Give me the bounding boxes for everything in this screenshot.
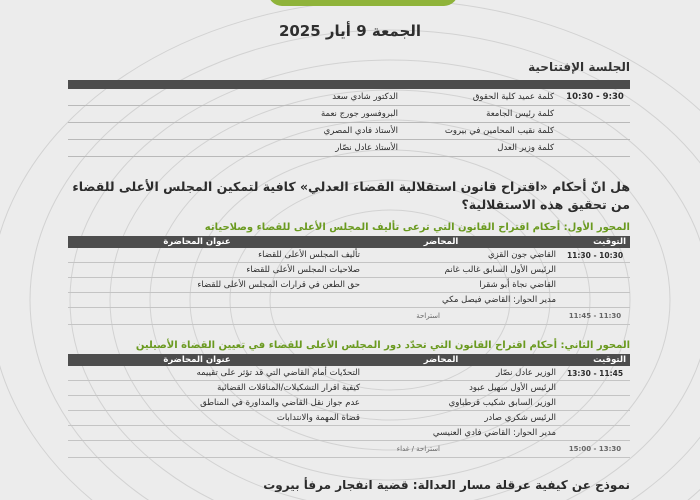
axis-1-title: المحور الأول: أحكام اقتراح القانون التي ترعى تأليف المجلس الأعلى للقضاء وصلاحياته xyxy=(204,222,630,233)
event-date: الجمعة 9 أيار 2025 xyxy=(278,22,422,40)
table-row xyxy=(68,381,630,396)
topic: حق الطعن في قرارات المجلس الأعلى للقضاء xyxy=(197,280,360,290)
topic: صلاحيات المجلس الأعلى للقضاء xyxy=(246,265,360,275)
opening-item: كلمة وزير العدل xyxy=(497,143,554,153)
axis-1-table-header xyxy=(68,236,630,248)
table-row xyxy=(68,426,630,441)
moderator: مدير الحوار: القاضي فادي العنيسي xyxy=(432,428,556,438)
col-time: التوقيت xyxy=(593,237,626,247)
opening-speaker: البروفسور جورج نعمة xyxy=(320,109,398,119)
break-time: 11:30 - 11:45 xyxy=(568,312,622,320)
topic: تأليف المجلس الأعلى للقضاء xyxy=(258,250,360,260)
break-label: استراحة / غداء xyxy=(396,445,440,453)
speaker: الوزير السابق شكيب قرطباوي xyxy=(448,398,556,408)
opening-item: كلمة عميد كلية الحقوق xyxy=(472,92,554,102)
table-row xyxy=(68,396,630,411)
speaker: القاضي جون القزي xyxy=(487,250,556,260)
speaker: الرئيس شكري صادر xyxy=(484,413,556,423)
col-speaker: المحاضر xyxy=(423,237,459,247)
speaker: الوزير عادل نصّار xyxy=(496,368,556,378)
case-study-title: نموذج عن كيفية عرقلة مسار العدالة: قضية انفجار مرفأ بيروت xyxy=(263,478,630,492)
topic: عدم جواز نقل القاضي والمداورة في المناطق xyxy=(200,398,360,408)
col-time: التوقيت xyxy=(593,355,626,365)
opening-row xyxy=(68,106,630,123)
axis-2-table-header xyxy=(68,354,630,366)
axis-2-title: المحور الثاني: أحكام اقتراح القانون التي تحدّد دور المجلس الأعلى للقضاء في تعيين القضاة الأصيلين xyxy=(135,340,630,351)
break-label: استراحة xyxy=(416,312,440,320)
axis-1-section xyxy=(68,222,630,325)
table-row xyxy=(68,263,630,278)
break-row xyxy=(68,308,630,325)
opening-item: كلمة رئيس الجامعة xyxy=(486,109,554,119)
opening-bar xyxy=(68,80,630,89)
axis-2-time: 11:45 - 13:30 xyxy=(566,368,624,378)
speaker: القاضي نجاة أبو شقرا xyxy=(479,280,556,290)
col-topic: عنوان المحاضرة xyxy=(163,355,231,365)
opening-speaker: الدكتور شادي سعد xyxy=(332,92,398,102)
topic: قضاة المهمة والانتدابات xyxy=(276,413,360,423)
opening-speaker: الأستاذ فادي المصري xyxy=(323,126,398,136)
opening-row xyxy=(68,140,630,157)
table-row xyxy=(68,411,630,426)
moderator: مدير الحوار: القاضي فيصل مكي xyxy=(442,295,556,305)
table-row xyxy=(68,366,630,381)
axis-2-section xyxy=(68,340,630,458)
opening-row xyxy=(68,123,630,140)
opening-speaker: الأستاذ عادل نصّار xyxy=(335,143,398,153)
col-speaker: المحاضر xyxy=(423,355,459,365)
break-time: 13:30 - 15:00 xyxy=(568,445,622,453)
opening-title: الجلسة الإفتتاحية xyxy=(528,60,630,74)
opening-session xyxy=(68,60,630,157)
speaker: الرئيس الأول السابق غالب غانم xyxy=(444,265,556,275)
opening-time: 9:30 - 10:30 xyxy=(566,92,624,102)
topic: كيفية اقرار التشكيلات/المناقلات القضائية xyxy=(217,383,360,393)
opening-item: كلمة نقيب المحامين في بيروت xyxy=(444,126,554,136)
table-row xyxy=(68,293,630,308)
speaker: الرئيس الأول سهيل عبود xyxy=(469,383,556,393)
opening-row xyxy=(68,89,630,106)
table-row xyxy=(68,248,630,263)
header-decoration xyxy=(268,0,458,6)
table-row xyxy=(68,278,630,293)
central-question: هل انّ أحكام «اقتراح قانون استقلالية القضاء العدلي» كافية لتمكين المجلس الأعلى للقضاء من تحقيق هذه الاستقلالية؟ xyxy=(72,179,630,212)
col-topic: عنوان المحاضرة xyxy=(163,237,231,247)
axis-1-time: 10:30 - 11:30 xyxy=(566,250,624,260)
topic: التحدّيات أمام القاضي التي قد تؤثر على تقييمه xyxy=(196,368,360,378)
break-row xyxy=(68,441,630,458)
